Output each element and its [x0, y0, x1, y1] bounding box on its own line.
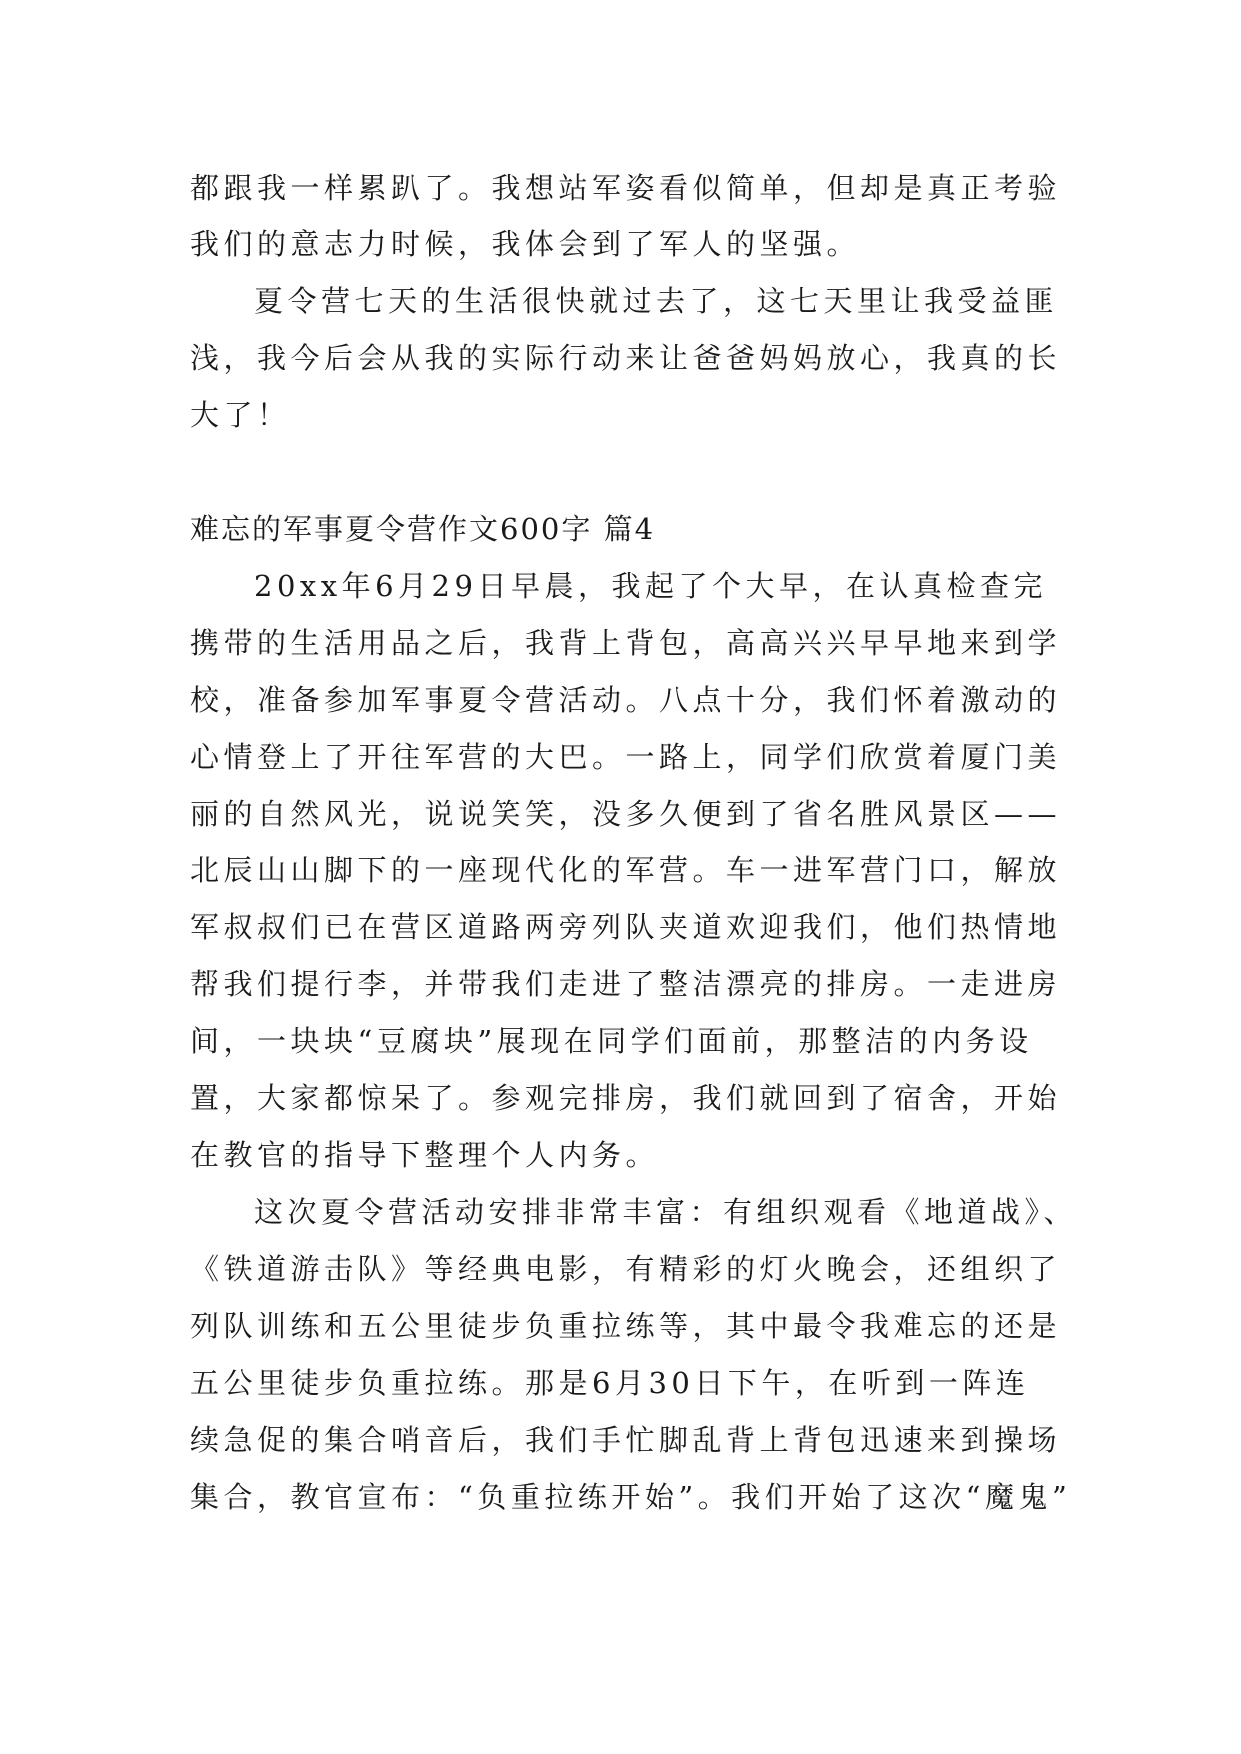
body-text-line: 军叔叔们已在营区道路两旁列队夹道欢迎我们，他们热情地	[190, 910, 1062, 944]
body-text-line: 携带的生活用品之后，我背上背包，高高兴兴早早地来到学	[190, 626, 1062, 660]
body-text-line: 我们的意志力时候，我体会到了军人的坚强。	[190, 227, 861, 261]
body-text-line: 置，大家都惊呆了。参观完排房，我们就回到了宿舍，开始	[190, 1081, 1062, 1115]
body-text-line: 大了！	[190, 398, 291, 432]
body-text-line: 续急促的集合哨音后，我们手忙脚乱背上背包迅速来到操场	[190, 1423, 1062, 1457]
body-text-line: 浅，我今后会从我的实际行动来让爸爸妈妈放心，我真的长	[190, 341, 1062, 375]
body-text-line: 间，一块块“豆腐块”展现在同学们面前，那整洁的内务设	[190, 1024, 1033, 1058]
body-text-line: 五公里徒步负重拉练。那是6月30日下午，在听到一阵连	[190, 1366, 1030, 1400]
body-text-line: 在教官的指导下整理个人内务。	[190, 1138, 660, 1172]
body-text-line: 20xx年6月29日早晨，我起了个大早，在认真检查完	[254, 569, 1047, 603]
body-text-line: 心情登上了开往军营的大巴。一路上，同学们欣赏着厦门美	[190, 740, 1062, 774]
body-text-line: 夏令营七天的生活很快就过去了，这七天里让我受益匪	[254, 284, 1059, 318]
body-text-line: 都跟我一样累趴了。我想站军姿看似简单，但却是真正考验	[190, 171, 1062, 205]
body-text-line: 北辰山山脚下的一座现代化的军营。车一进军营门口，解放	[190, 853, 1062, 887]
body-text-line: 校，准备参加军事夏令营活动。八点十分，我们怀着激动的	[190, 683, 1062, 717]
body-text-line: 列队训练和五公里徒步负重拉练等，其中最令我难忘的还是	[190, 1309, 1062, 1343]
body-text-line: 集合，教官宣布：“负重拉练开始”。我们开始了这次“魔鬼”	[190, 1480, 1072, 1514]
body-text-line: 丽的自然风光，说说笑笑，没多久便到了省名胜风景区——	[190, 797, 1062, 831]
section-heading: 难忘的军事夏令营作文600字 篇4	[190, 512, 656, 546]
body-text-line: 《铁道游击队》等经典电影，有精彩的灯火晚会，还组织了	[190, 1252, 1062, 1286]
body-text-line: 帮我们提行李，并带我们走进了整洁漂亮的排房。一走进房	[190, 967, 1062, 1001]
body-text-line: 这次夏令营活动安排非常丰富：有组织观看《地道战》、	[254, 1195, 1078, 1229]
